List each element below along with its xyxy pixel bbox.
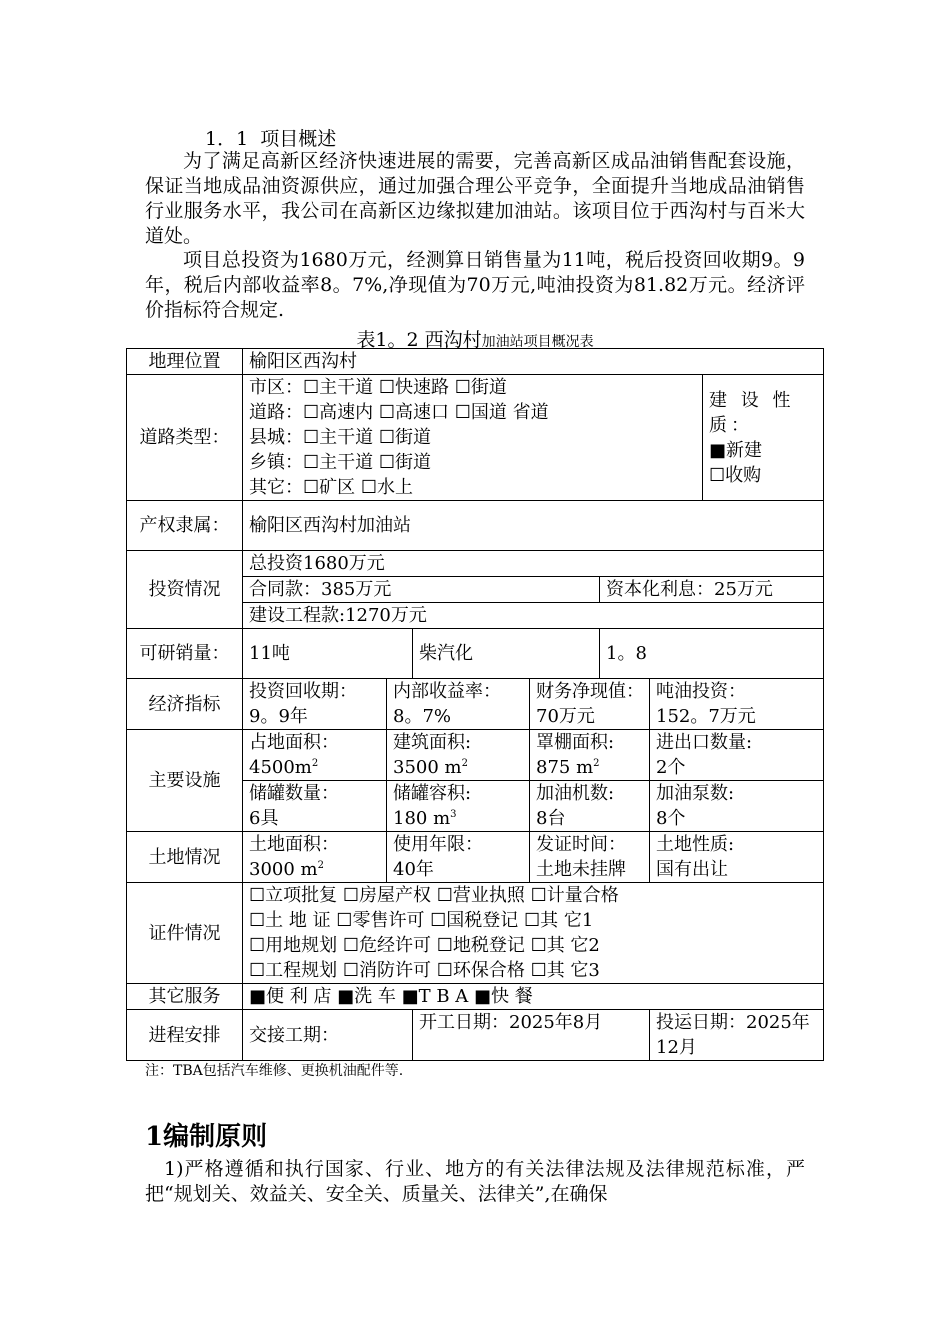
row-certificates bbox=[127, 883, 824, 984]
row-road bbox=[127, 375, 824, 501]
row-location bbox=[127, 349, 824, 375]
ownership-value: 榆阳区西沟村加油站 bbox=[243, 501, 824, 551]
economic-payback bbox=[243, 679, 387, 730]
certificates-line-2: ☐土 地 证 ☐零售许可 ☐国税登记 ☐其 它1 bbox=[249, 910, 594, 931]
facility-value bbox=[536, 755, 643, 780]
certificates-label: 证件情况 bbox=[127, 883, 243, 984]
land-term bbox=[387, 832, 530, 883]
land-nature-label: 土地性质: bbox=[656, 834, 735, 855]
facilities-label: 主要设施 bbox=[127, 730, 243, 832]
facility-label: 储罐数量： bbox=[249, 783, 339, 804]
schedule-start: 开工日期：2025年8月 bbox=[413, 1010, 650, 1061]
investment-construction: 建设工程款:1270万元 bbox=[243, 603, 824, 629]
npv-value: 70万元 bbox=[536, 706, 595, 727]
facility-label: 进出口数量: bbox=[656, 732, 753, 753]
facility-land-area bbox=[243, 730, 387, 781]
certificates-line-1: ☐立项批复 ☐房屋产权 ☐营业执照 ☐计量合格 bbox=[249, 885, 619, 906]
section-title-text: 项目概述 bbox=[260, 128, 337, 150]
facility-pumps bbox=[650, 781, 824, 832]
facility-unit-sup: 2 bbox=[461, 758, 468, 769]
row-facilities-1 bbox=[127, 730, 824, 781]
certificates-options bbox=[243, 883, 824, 984]
row-investment-total bbox=[127, 551, 824, 577]
investment-label: 投资情况 bbox=[127, 551, 243, 629]
facility-label: 罩棚面积: bbox=[536, 732, 615, 753]
per-ton-value: 152。7万元 bbox=[656, 706, 756, 727]
facility-value-text: 180 m bbox=[393, 808, 451, 829]
paragraph-1: 为了满足高新区经济快速进展的需要，完善高新区成品油销售配套设施，保证当地成品油资源供应，通过加强合理公平竞争，全面提升当地成品油销售行业服务水平，我公司在高新区边缘拟建加油站。该项目位于西沟村与百米大道处。 bbox=[145, 150, 805, 247]
principle-paragraph: 1)严格遵循和执行国家、行业、地方的有关法律法规及法律规范标准，严把“规划关、效益关、安全关、质量关、法律关”,在确保 bbox=[145, 1158, 805, 1205]
paragraph-2: 项目总投资为1680万元，经测算日销售量为11吨，税后投资回收期9。9年，税后内部收益率8。7%,净现值为70万元,吨油投资为81.82万元。经济评价指标符合规定. bbox=[145, 249, 805, 321]
facility-value bbox=[393, 806, 523, 831]
facility-value bbox=[393, 755, 523, 780]
row-land bbox=[127, 832, 824, 883]
land-cert-label: 发证时间： bbox=[536, 834, 626, 855]
economic-irr bbox=[387, 679, 530, 730]
land-area-text: 3000 m bbox=[249, 859, 318, 880]
caption-main: 表1。2 西沟村 bbox=[356, 329, 482, 351]
irr-label: 内部收益率： bbox=[393, 681, 501, 702]
land-label: 土地情况 bbox=[127, 832, 243, 883]
facility-tank-volume bbox=[387, 781, 530, 832]
caption-small: 加油站项目概况表 bbox=[481, 334, 594, 350]
certificates-line-3: ☐用地规划 ☐危经许可 ☐地税登记 ☐其 它2 bbox=[249, 935, 600, 956]
facility-dispensers bbox=[530, 781, 650, 832]
facility-canopy-area bbox=[530, 730, 650, 781]
sales-label: 可研销量： bbox=[127, 629, 243, 679]
facility-unit-sup: 2 bbox=[311, 758, 319, 769]
payback-label: 投资回收期： bbox=[249, 681, 357, 702]
land-area bbox=[243, 832, 387, 883]
facility-value-text: 4500m bbox=[249, 757, 312, 778]
build-nature-new: ■新建 bbox=[709, 439, 763, 461]
road-line-county: 县城：☐主干道 ☐街道 bbox=[249, 427, 431, 448]
per-ton-label: 吨油投资： bbox=[656, 681, 746, 702]
road-line-city: 市区：☐主干道 ☐快速路 ☐街道 bbox=[249, 377, 507, 398]
schedule-label: 进程安排 bbox=[127, 1010, 243, 1061]
facility-label: 建筑面积: bbox=[393, 732, 472, 753]
facility-label: 加油机数: bbox=[536, 783, 615, 804]
investment-contract: 合同款：385万元 bbox=[243, 577, 600, 603]
location-label: 地理位置 bbox=[127, 349, 243, 375]
location-value: 榆阳区西沟村 bbox=[243, 349, 824, 375]
sales-volume: 11吨 bbox=[243, 629, 413, 679]
land-area-value bbox=[249, 857, 380, 882]
npv-label: 财务净现值： bbox=[536, 681, 644, 702]
facility-label: 储罐容积: bbox=[393, 783, 472, 804]
table-note: 注：TBA包括汽车维修、更换机油配件等. bbox=[145, 1063, 404, 1079]
build-nature-buy: ☐收购 bbox=[709, 464, 762, 486]
facility-entrances bbox=[650, 730, 824, 781]
road-label: 道路类型： bbox=[127, 375, 243, 501]
section-title bbox=[205, 124, 336, 151]
land-cert-time bbox=[530, 832, 650, 883]
land-nature-value: 国有出让 bbox=[656, 859, 728, 880]
road-line-other: 其它：☐矿区 ☐水上 bbox=[249, 477, 413, 498]
facility-value: 2个 bbox=[656, 757, 686, 778]
economic-label: 经济指标 bbox=[127, 679, 243, 730]
road-options bbox=[243, 375, 703, 501]
facility-unit-sup: 2 bbox=[593, 758, 600, 769]
road-line-highway: 道路：☐高速内 ☐高速口 ☐国道 省道 bbox=[249, 402, 549, 423]
section-heading: 1编制原则 bbox=[145, 1122, 268, 1152]
row-economic bbox=[127, 679, 824, 730]
certificates-line-4: ☐工程规划 ☐消防许可 ☐环保合格 ☐其 它3 bbox=[249, 960, 600, 981]
economic-per-ton bbox=[650, 679, 824, 730]
land-area-label: 土地面积： bbox=[249, 834, 339, 855]
land-term-label: 使用年限： bbox=[393, 834, 483, 855]
land-nature bbox=[650, 832, 824, 883]
ownership-label: 产权隶属： bbox=[127, 501, 243, 551]
facility-unit-sup: 3 bbox=[450, 809, 457, 820]
section-number: 1．1 bbox=[205, 128, 249, 150]
schedule-operation: 投运日期：2025年12月 bbox=[650, 1010, 824, 1061]
land-term-value: 40年 bbox=[393, 859, 434, 880]
facility-value-text: 3500 m bbox=[393, 757, 462, 778]
facility-label: 加油泵数: bbox=[656, 783, 735, 804]
row-ownership bbox=[127, 501, 824, 551]
road-line-town: 乡镇：☐主干道 ☐街道 bbox=[249, 452, 431, 473]
sales-ratio: 1。8 bbox=[600, 629, 824, 679]
row-schedule bbox=[127, 1010, 824, 1061]
facility-label: 占地面积： bbox=[249, 732, 339, 753]
investment-interest: 资本化利息：25万元 bbox=[600, 577, 824, 603]
facility-tank-count bbox=[243, 781, 387, 832]
investment-total: 总投资1680万元 bbox=[243, 551, 824, 577]
facility-value bbox=[249, 755, 380, 780]
facility-value: 6具 bbox=[249, 808, 279, 829]
facility-value-text: 875 m bbox=[536, 757, 594, 778]
row-sales bbox=[127, 629, 824, 679]
economic-npv bbox=[530, 679, 650, 730]
other-services-value: ■便 利 店 ■洗 车 ■T B A ■快 餐 bbox=[243, 984, 824, 1010]
build-nature-label: 建 设 性质： bbox=[709, 389, 795, 436]
facility-value: 8台 bbox=[536, 808, 566, 829]
irr-value: 8。7% bbox=[393, 706, 452, 727]
land-cert-value: 土地未挂牌 bbox=[536, 859, 626, 880]
schedule-handover: 交接工期： bbox=[243, 1010, 413, 1061]
build-nature bbox=[703, 375, 824, 501]
payback-value: 9。9年 bbox=[249, 706, 308, 727]
sales-type: 柴汽化 bbox=[413, 629, 600, 679]
facility-building-area bbox=[387, 730, 530, 781]
other-services-label: 其它服务 bbox=[127, 984, 243, 1010]
row-other-services bbox=[127, 984, 824, 1010]
project-overview-table bbox=[126, 348, 824, 1061]
land-area-sup: 2 bbox=[317, 860, 324, 871]
facility-value: 8个 bbox=[656, 808, 686, 829]
